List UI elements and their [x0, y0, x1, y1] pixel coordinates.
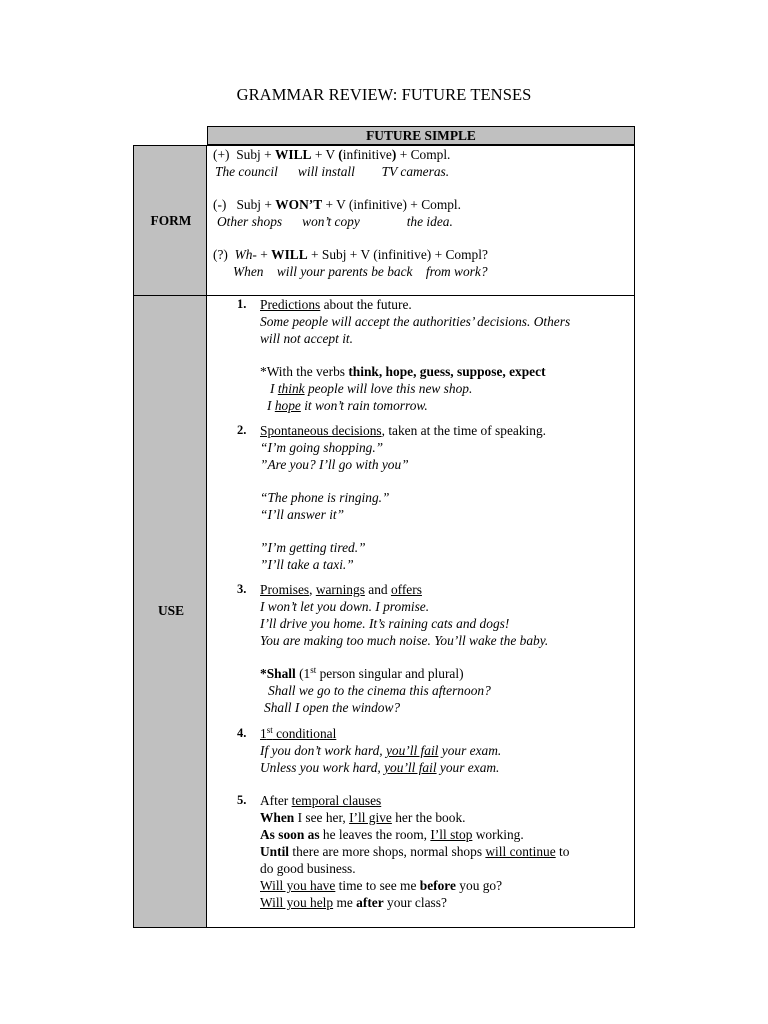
use-3-example: Shall I open the window?: [264, 700, 401, 715]
use-3-example: Shall we go to the cinema this afternoon?: [268, 683, 491, 698]
form-negative-example: Other shops won’t copy the idea.: [217, 214, 453, 229]
use-1-example: Some people will accept the authorities’ decisions. Others: [260, 314, 571, 329]
list-number: 5.: [237, 793, 247, 807]
list-number: 1.: [237, 297, 247, 311]
use-2-heading: Spontaneous decisions, taken at the time of speaking.: [260, 423, 546, 438]
list-number: 2.: [237, 423, 247, 437]
form-label-cell: [133, 145, 207, 296]
form-label: FORM: [150, 213, 192, 228]
use-label-cell: [133, 295, 207, 928]
form-question-example: When will your parents be back from work?: [233, 264, 488, 279]
form-negative: (-) Subj + WON’T + V (infinitive) + Compl.: [213, 197, 461, 212]
use-cell: [206, 295, 635, 928]
form-question: (?) Wh- + WILL + Subj + V (infinitive) + Compl?: [213, 247, 488, 262]
form-cell: [206, 145, 635, 296]
use-2-example: ”Are you? I’ll go with you”: [260, 457, 409, 472]
use-2-example: “The phone is ringing.”: [260, 490, 390, 505]
use-1-example: I hope it won’t rain tomorrow.: [267, 398, 428, 413]
use-1-note: *With the verbs think, hope, guess, suppose, expect: [260, 364, 546, 379]
use-5-example: do good business.: [260, 861, 356, 876]
use-2-example: “I’m going shopping.”: [260, 440, 384, 455]
use-3-heading: Promises, warnings and offers: [260, 582, 422, 597]
use-4-heading: 1st conditional: [260, 725, 337, 741]
use-5-example: As soon as he leaves the room, I’ll stop working.: [260, 827, 524, 842]
use-1-example: I think people will love this new shop.: [270, 381, 473, 396]
page-title: GRAMMAR REVIEW: FUTURE TENSES: [236, 85, 532, 104]
table-header: FUTURE SIMPLE: [207, 126, 635, 145]
use-2-example: ”I’m getting tired.”: [260, 540, 366, 555]
use-3-note: *Shall (1st person singular and plural): [260, 665, 464, 681]
list-number: 3.: [237, 582, 247, 596]
use-4-example: Unless you work hard, you’ll fail your exam.: [260, 760, 500, 775]
use-3-example: I won’t let you down. I promise.: [260, 599, 430, 614]
use-5-example: Will you help me after your class?: [260, 895, 447, 910]
use-2-example: “I’ll answer it”: [260, 507, 345, 522]
use-label: USE: [157, 603, 185, 618]
use-1-example: will not accept it.: [260, 331, 353, 346]
use-5-example: When I see her, I’ll give her the book.: [260, 810, 466, 825]
use-5-example: Until there are more shops, normal shops will continue to: [260, 844, 570, 859]
use-5-example: Will you have time to see me before you go?: [260, 878, 503, 893]
future-simple-table: [133, 126, 635, 928]
form-positive: (+) Subj + WILL + V (infinitive) + Compl.: [213, 147, 451, 162]
use-4-example: If you don’t work hard, you’ll fail your exam.: [260, 743, 502, 758]
use-1-heading: Predictions about the future.: [260, 297, 412, 312]
use-3-example: You are making too much noise. You’ll wake the baby.: [260, 633, 549, 648]
use-5-heading: After temporal clauses: [260, 793, 382, 808]
list-number: 4.: [237, 726, 247, 740]
use-3-example: I’ll drive you home. It’s raining cats and dogs!: [260, 616, 510, 631]
use-2-example: ”I’ll take a taxi.”: [260, 557, 354, 572]
form-positive-example: The council will install TV cameras.: [215, 164, 450, 179]
